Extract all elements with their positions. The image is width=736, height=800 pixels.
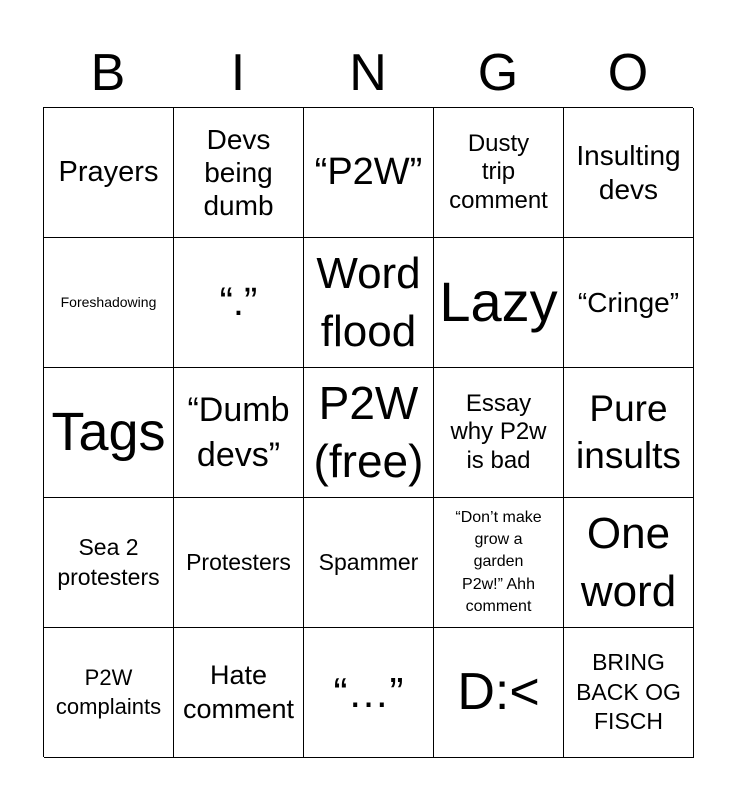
header-letter-g: G [477,44,519,102]
bingo-cell[interactable]: Hate comment [174,628,304,758]
bingo-cell[interactable]: Sea 2 protesters [44,498,174,628]
header-letter-i: I [230,44,246,102]
bingo-cell[interactable]: Spammer [304,498,434,628]
bingo-cell[interactable]: BRING BACK OG FISCH [564,628,694,758]
bingo-cell[interactable]: Essay why P2w is bad [434,368,564,498]
bingo-cell[interactable]: Lazy [434,238,564,368]
bingo-cell[interactable]: Word flood [304,238,434,368]
bingo-cell[interactable]: One word [564,498,694,628]
bingo-cell[interactable]: Insulting devs [564,108,694,238]
bingo-cell[interactable]: Foreshadowing [44,238,174,368]
header-letter-o: O [607,44,649,102]
bingo-cell[interactable]: Dusty trip comment [434,108,564,238]
bingo-cell[interactable]: “Cringe” [564,238,694,368]
bingo-cell[interactable]: D:< [434,628,564,758]
bingo-cell[interactable]: Tags [44,368,174,498]
header-letter-n: N [349,44,387,102]
bingo-cell[interactable]: Devs being dumb [174,108,304,238]
bingo-header [43,40,693,106]
bingo-cell[interactable]: “P2W” [304,108,434,238]
bingo-cell[interactable]: “.” [174,238,304,368]
bingo-cell[interactable]: Protesters [174,498,304,628]
bingo-cell[interactable]: “Don’t make grow a garden P2w!” Ahh comment [434,498,564,628]
bingo-cell[interactable]: “…” [304,628,434,758]
bingo-cell[interactable]: Pure insults [564,368,694,498]
bingo-cell[interactable]: Prayers [44,108,174,238]
bingo-board [43,107,693,757]
bingo-cell[interactable]: P2W (free) [304,368,434,498]
bingo-cell[interactable]: P2W complaints [44,628,174,758]
bingo-cell[interactable]: “Dumb devs” [174,368,304,498]
header-letter-b: B [90,44,126,102]
